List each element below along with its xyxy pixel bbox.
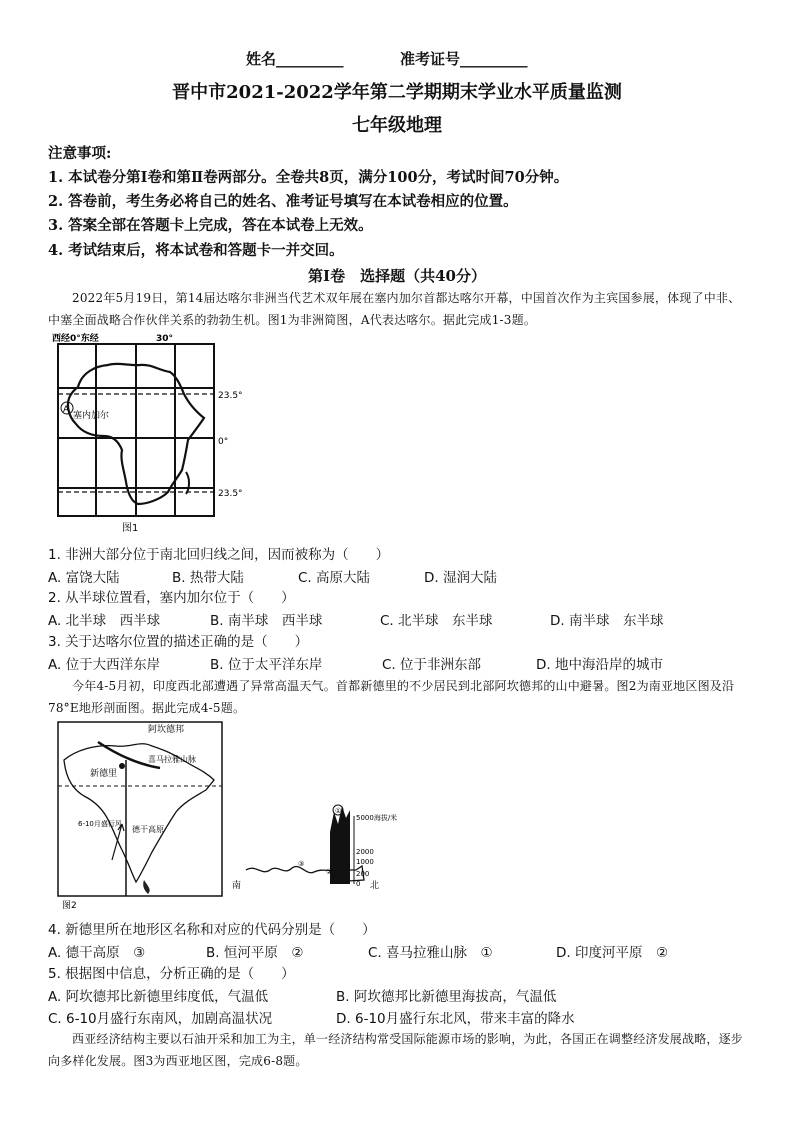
tropic-cancer-label: 23.5° bbox=[218, 391, 243, 401]
exam-title: 晋中市2021-2022学年第二学期期末学业水平质量监测 bbox=[172, 82, 622, 103]
equator-label: 0° bbox=[218, 437, 229, 447]
question-option: C. 喜马拉雅山脉 ① bbox=[368, 945, 493, 961]
section-title: 第Ⅰ卷 选择题（共40分） bbox=[308, 267, 486, 285]
altitude-200: 200 bbox=[356, 870, 370, 878]
section-intro: 2022年5月19日，第14届达喀尔非洲当代艺术双年展在塞内加尔首都达喀尔开幕，中国首次作为主宾国参展，体现了中非、中塞全面战略合作伙伴关系的勃勃生机。图1为非洲简图，A代表达喀尔。据此完成1-3题。 bbox=[48, 291, 741, 327]
question-option: B. 南半球 西半球 bbox=[210, 613, 323, 629]
himalaya-label: 喜马拉雅山脉 bbox=[148, 755, 196, 764]
question-option: A. 北半球 西半球 bbox=[48, 613, 161, 629]
point-a-label: A bbox=[63, 405, 70, 415]
senegal-label: 塞内加尔 bbox=[73, 411, 110, 421]
question-option: B. 恒河平原 ② bbox=[206, 945, 304, 961]
exam-subtitle: 七年级地理 bbox=[352, 115, 442, 136]
altitude-0: 0 bbox=[356, 880, 361, 888]
africa-map-figure bbox=[48, 332, 278, 538]
notice-item: 2. 答卷前，考生务必将自己的姓名、准考证号填写在本试卷相应的位置。 bbox=[48, 193, 518, 210]
question-option: C. 6-10月盛行东南风，加剧高温状况 bbox=[48, 1011, 273, 1027]
question-stem: 3. 关于达喀尔位置的描述正确的是（ ） bbox=[48, 634, 309, 650]
monsoon-label: 6-10月盛行风 bbox=[78, 820, 122, 828]
exam-id-field-label: 准考证号_________ bbox=[400, 50, 528, 68]
india-outline bbox=[64, 744, 214, 882]
question-option: D. 湿润大陆 bbox=[424, 570, 497, 586]
altitude-1000: 1000 bbox=[356, 858, 374, 866]
notice-heading: 注意事项: bbox=[48, 145, 112, 162]
question-option: A. 德干高原 ③ bbox=[48, 945, 146, 961]
south-label: 南 bbox=[232, 881, 242, 891]
south-asia-map-figure bbox=[56, 720, 416, 912]
notice-item: 4. 考试结束后，将本试卷和答题卡一并交回。 bbox=[48, 242, 344, 259]
question-option: B. 阿坎德邦比新德里海拔高，气温低 bbox=[336, 989, 557, 1005]
altitude-label: 5000海拔/米 bbox=[356, 814, 398, 822]
question-option: D. 印度河平原 ② bbox=[556, 945, 669, 961]
question-option: B. 热带大陆 bbox=[172, 570, 244, 586]
question-option: A. 位于大西洋东岸 bbox=[48, 657, 161, 673]
question-option: C. 高原大陆 bbox=[298, 570, 371, 586]
tropic-capricorn-label: 23.5° bbox=[218, 489, 243, 499]
uttarakhand-label: 阿坎德邦 bbox=[148, 725, 185, 735]
code-1: ① bbox=[335, 807, 342, 815]
altitude-2000: 2000 bbox=[356, 848, 374, 856]
notice-item: 3. 答案全部在答题卡上完成，答在本试卷上无效。 bbox=[48, 217, 373, 234]
question-option: A. 阿坎德邦比新德里纬度低，气温低 bbox=[48, 989, 269, 1005]
code-3: ③ bbox=[298, 860, 305, 868]
question-option: A. 富饶大陆 bbox=[48, 570, 120, 586]
question-stem: 4. 新德里所在地形区名称和对应的代码分别是（ ） bbox=[48, 922, 376, 938]
notice-item: 1. 本试卷分第Ⅰ卷和第Ⅱ卷两部分。全卷共8页，满分100分，考试时间70分钟。 bbox=[48, 169, 569, 186]
question-option: D. 6-10月盛行东北风，带来丰富的降水 bbox=[336, 1011, 575, 1027]
question-stem: 1. 非洲大部分位于南北回归线之间，因而被称为（ ） bbox=[48, 547, 390, 563]
question-option: B. 位于太平洋东岸 bbox=[210, 657, 323, 673]
name-field-label: 姓名_________ bbox=[246, 50, 344, 68]
deccan-label: 德干高原 bbox=[132, 825, 164, 834]
question-option: D. 南半球 东半球 bbox=[550, 613, 664, 629]
section-intro: 今年4-5月初，印度西北部遭遇了异常高温天气。首都新德里的不少居民到北部阿坎德邦的山中避暑。图2为南亚地区图及沿78°E地形剖面图。据此完成4-5题。 bbox=[48, 679, 735, 715]
figure1-caption: 图1 bbox=[122, 523, 139, 534]
new-delhi-label: 新德里 bbox=[90, 769, 118, 779]
code-2: ② bbox=[326, 868, 333, 876]
question-option: D. 地中海沿岸的城市 bbox=[536, 657, 663, 673]
question-option: C. 位于非洲东部 bbox=[382, 657, 482, 673]
question-stem: 5. 根据图中信息，分析正确的是（ ） bbox=[48, 966, 295, 982]
question-stem: 2. 从半球位置看，塞内加尔位于（ ） bbox=[48, 590, 295, 606]
question-option: C. 北半球 东半球 bbox=[380, 613, 493, 629]
lon30-label: 30° bbox=[156, 334, 174, 344]
figure2-caption: 图2 bbox=[62, 901, 77, 911]
section-intro: 西亚经济结构主要以石油开采和加工为主，单一经济结构常受国际能源市场的影响，为此，各国正在调整经济发展战略，逐步向多样化发展。图3为西亚地区图，完成6-8题。 bbox=[48, 1032, 744, 1068]
lon-label: 西经0°东经 bbox=[52, 334, 99, 344]
north-label: 北 bbox=[370, 881, 380, 891]
